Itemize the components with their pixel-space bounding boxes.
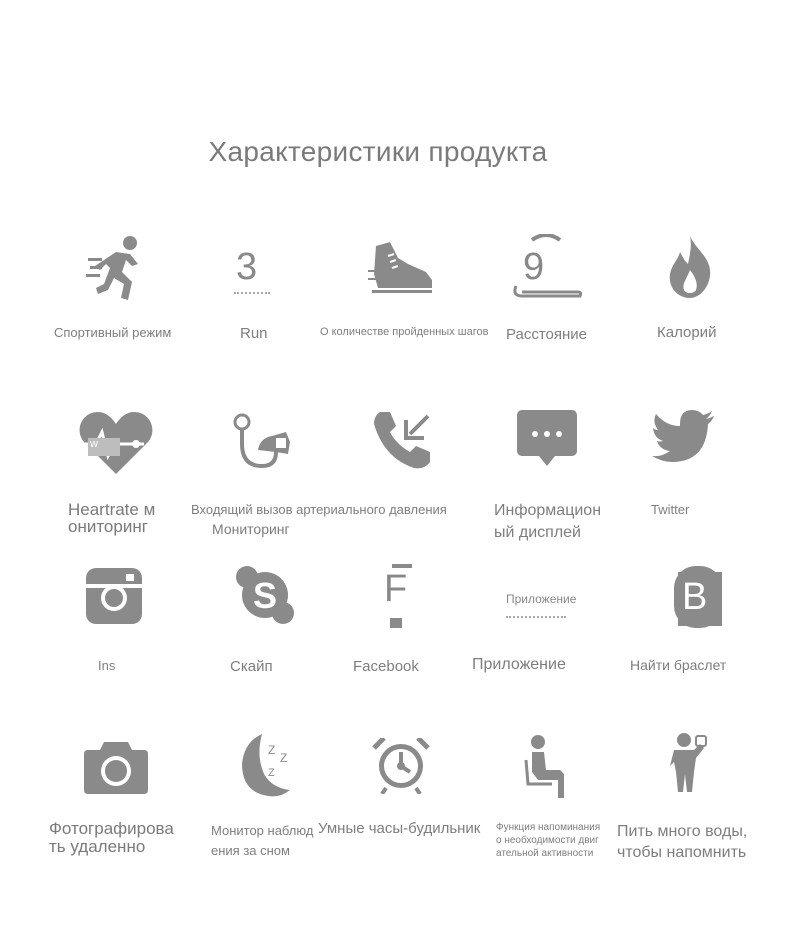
- feature-label: Facebook: [353, 658, 419, 675]
- facebook-icon: F: [384, 568, 407, 610]
- feature-label: Функция напоминания о необходимости двиг ательной активности: [496, 822, 601, 859]
- feature-label: Twitter: [651, 502, 690, 517]
- svg-text:Z: Z: [268, 767, 275, 779]
- feature-label: Спортивный режим: [54, 325, 172, 340]
- heart-rate-icon: w: [78, 410, 154, 476]
- feature-label: Умные часы-будильник: [318, 820, 481, 837]
- app-icon: Приложение: [506, 592, 576, 606]
- feature-label: Фотографирова ть удаленно: [49, 819, 174, 856]
- run-count-icon: 3: [236, 246, 257, 288]
- feature-label: Калорий: [657, 324, 717, 341]
- sleep-moon-icon: [232, 732, 298, 800]
- feature-label: Heartrate м ониторинг: [68, 500, 156, 536]
- sedentary-icon: [524, 734, 570, 800]
- feature-label: Run: [240, 325, 268, 342]
- page-title: Характеристики продукта: [208, 136, 548, 167]
- blood-pressure-icon: [232, 412, 294, 470]
- feature-label: Приложение: [472, 656, 566, 673]
- incoming-call-icon: [372, 410, 434, 472]
- bluetooth-icon: B: [672, 566, 728, 628]
- drink-water-icon: [670, 732, 710, 794]
- instagram-icon: [86, 568, 142, 624]
- feature-label: Скайп: [230, 658, 273, 675]
- feature-label: Мониторинг: [212, 521, 290, 537]
- feature-label: Ins: [98, 658, 116, 673]
- alarm-clock-icon: [372, 738, 430, 794]
- feature-label: Пить много воды, чтобы напомнить: [617, 823, 748, 861]
- running-man-icon: [86, 234, 146, 302]
- feature-label: Информацион ый дисплей: [494, 502, 602, 541]
- feature-label: О количестве пройденных шагов: [320, 326, 489, 338]
- svg-text:Z: Z: [280, 751, 288, 765]
- feature-label: Найти браслет: [630, 657, 727, 673]
- svg-text:S: S: [252, 575, 278, 616]
- sneaker-icon: [368, 240, 434, 294]
- camera-icon: [84, 742, 148, 794]
- skype-icon: [236, 566, 294, 624]
- feature-label: Монитор наблюд ения за сном: [211, 823, 314, 858]
- feature-label: Входящий вызов артериального давления: [191, 502, 447, 517]
- flame-icon: [666, 236, 714, 298]
- message-icon: [517, 410, 577, 468]
- distance-icon: 9: [512, 234, 582, 302]
- feature-label: Расстояние: [506, 326, 588, 343]
- svg-text:Z: Z: [268, 743, 276, 757]
- twitter-icon: [652, 410, 716, 464]
